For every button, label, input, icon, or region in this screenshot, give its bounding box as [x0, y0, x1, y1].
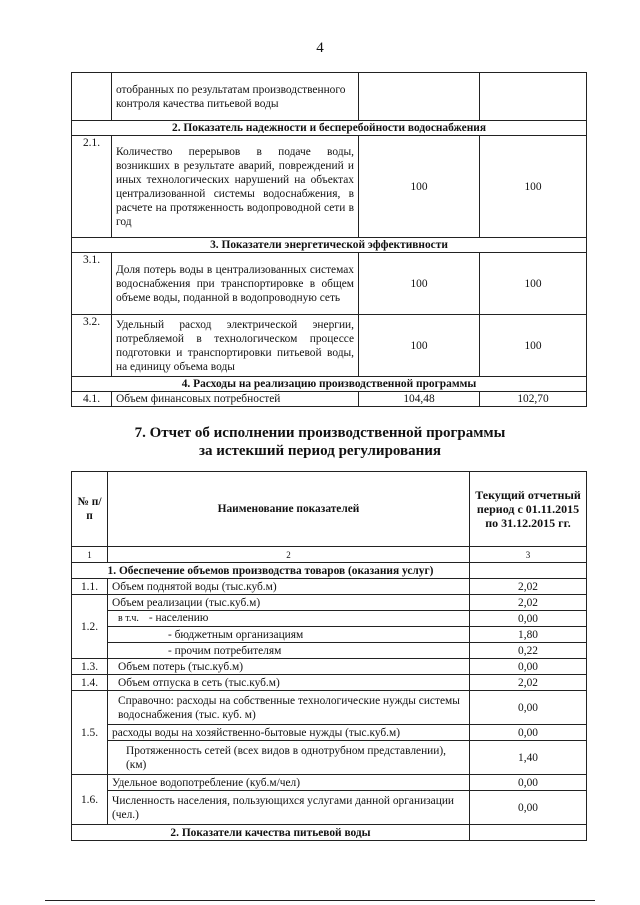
- row-number: 1.2.: [72, 595, 108, 659]
- row-value: 0,00: [470, 791, 587, 825]
- section-row: [72, 377, 587, 392]
- table-row: [72, 73, 587, 121]
- row-value: 2,02: [470, 579, 587, 595]
- row-value-1: 100: [359, 253, 480, 315]
- report-heading: [0, 424, 640, 460]
- row-number: 1.5.: [72, 691, 108, 775]
- row-number: 3.1.: [72, 253, 112, 315]
- row-value-2: 100: [480, 253, 587, 315]
- row-name: Объем потерь (тыс.куб.м): [108, 659, 470, 675]
- row-value-2: 100: [480, 315, 587, 377]
- row-number: 3.2.: [72, 315, 112, 377]
- row-value: 0,00: [470, 659, 587, 675]
- table-row: [72, 675, 587, 691]
- row-value: 0,00: [470, 611, 587, 627]
- row-value-2: 102,70: [480, 392, 587, 407]
- section-row: [72, 121, 587, 136]
- row-value: 0,00: [470, 725, 587, 741]
- table-row: [72, 579, 587, 595]
- section-title: 1. Обеспечение объемов производства товаров (оказания услуг): [72, 563, 470, 579]
- row-value: 1,80: [470, 627, 587, 643]
- row-name: отобранных по результатам производственного контроля качества питьевой воды: [112, 73, 359, 121]
- row-value: 0,00: [470, 775, 587, 791]
- row-name: [108, 611, 470, 627]
- row-value: 2,02: [470, 675, 587, 691]
- row-name: Удельный расход электрической энергии, потребляемой в технологическом процессе подготовки и транспортировки питьевой воды, на единицу объема воды: [112, 315, 359, 377]
- row-value-1: 100: [359, 136, 480, 238]
- row-value-1: [359, 73, 480, 121]
- row-number: 1.3.: [72, 659, 108, 675]
- section-row: [72, 563, 587, 579]
- heading-line-1: 7. Отчет об исполнении производственной программы: [134, 425, 506, 441]
- table-row: [72, 315, 587, 377]
- table-row: [72, 775, 587, 791]
- section-title: 4. Расходы на реализацию производственной программы: [72, 377, 587, 392]
- row-value: 0,00: [470, 691, 587, 725]
- heading-line-2: за истекший период регулирования: [198, 443, 442, 459]
- row-name: - бюджетным организациям: [108, 627, 470, 643]
- row-name: Протяженность сетей (всех видов в однотрубном представлении), (км): [108, 741, 470, 775]
- column-number: 3: [470, 547, 587, 563]
- empty-cell: [470, 563, 587, 579]
- empty-cell: [470, 825, 587, 841]
- header-period: Текущий отчетный период с 01.11.2015 по 31.12.2015 гг.: [470, 472, 587, 547]
- row-number: 1.1.: [72, 579, 108, 595]
- row-name: Доля потерь воды в централизованных системах водоснабжения при транспортировке в общем объеме воды, поданной в водопроводную сеть: [112, 253, 359, 315]
- row-value-1: 100: [359, 315, 480, 377]
- row-value: 1,40: [470, 741, 587, 775]
- table-row: [72, 253, 587, 315]
- row-value: 2,02: [470, 595, 587, 611]
- column-number: 1: [72, 547, 108, 563]
- section-title: 2. Показатели качества питьевой воды: [72, 825, 470, 841]
- row-name: Количество перерывов в подаче воды, возникших в результате аварий, повреждений и иных технологических нарушений на объектах централизованной системы водоснабжения, в расчете на протяженность водопроводной сети в год: [112, 136, 359, 238]
- page-number: 4: [316, 40, 324, 56]
- report-table: [71, 471, 587, 841]
- row-value-1: 104,48: [359, 392, 480, 407]
- prefix-label: в т.ч.: [118, 613, 139, 624]
- section-title: 3. Показатели энергетической эффективности: [72, 238, 587, 253]
- row-number: [72, 73, 112, 121]
- table-row: [72, 595, 587, 611]
- row-name: Объем отпуска в сеть (тыс.куб.м): [108, 675, 470, 691]
- indicators-table: [71, 72, 587, 407]
- section-title: 2. Показатель надежности и бесперебойности водоснабжения: [72, 121, 587, 136]
- row-value-2: 100: [480, 136, 587, 238]
- column-number: 2: [108, 547, 470, 563]
- row-number: 2.1.: [72, 136, 112, 238]
- header-name: Наименование показателей: [108, 472, 470, 547]
- row-name: Объем финансовых потребностей: [112, 392, 359, 407]
- column-number-row: [72, 547, 587, 563]
- row-value: 0,22: [470, 643, 587, 659]
- table-row: [72, 741, 587, 775]
- table-row: [72, 725, 587, 741]
- table-row: [72, 643, 587, 659]
- row-value-2: [480, 73, 587, 121]
- table-row: [72, 791, 587, 825]
- row-name: Численность населения, пользующихся услугами данной организации (чел.): [108, 791, 470, 825]
- table-row: [72, 136, 587, 238]
- row-name: расходы воды на хозяйственно-бытовые нужды (тыс.куб.м): [108, 725, 470, 741]
- row-name: Объем реализации (тыс.куб.м): [108, 595, 470, 611]
- header-number: № п/п: [72, 472, 108, 547]
- table-row: [72, 691, 587, 725]
- row-name: Удельное водопотребление (куб.м/чел): [108, 775, 470, 791]
- row-name: Справочно: расходы на собственные технологические нужды системы водоснабжения (тыс. куб. м): [108, 691, 470, 725]
- section-row: [72, 238, 587, 253]
- table-row: [72, 611, 587, 627]
- header-row: [72, 472, 587, 547]
- table-row: [72, 627, 587, 643]
- table-row: [72, 392, 587, 407]
- page-bottom-rule: [45, 900, 595, 901]
- row-number: 1.4.: [72, 675, 108, 691]
- table-row: [72, 659, 587, 675]
- row-number: 1.6.: [72, 775, 108, 825]
- row-name-text: - населению: [148, 612, 209, 624]
- row-name: Объем поднятой воды (тыс.куб.м): [108, 579, 470, 595]
- row-number: 4.1.: [72, 392, 112, 407]
- row-name: - прочим потребителям: [108, 643, 470, 659]
- section-row: [72, 825, 587, 841]
